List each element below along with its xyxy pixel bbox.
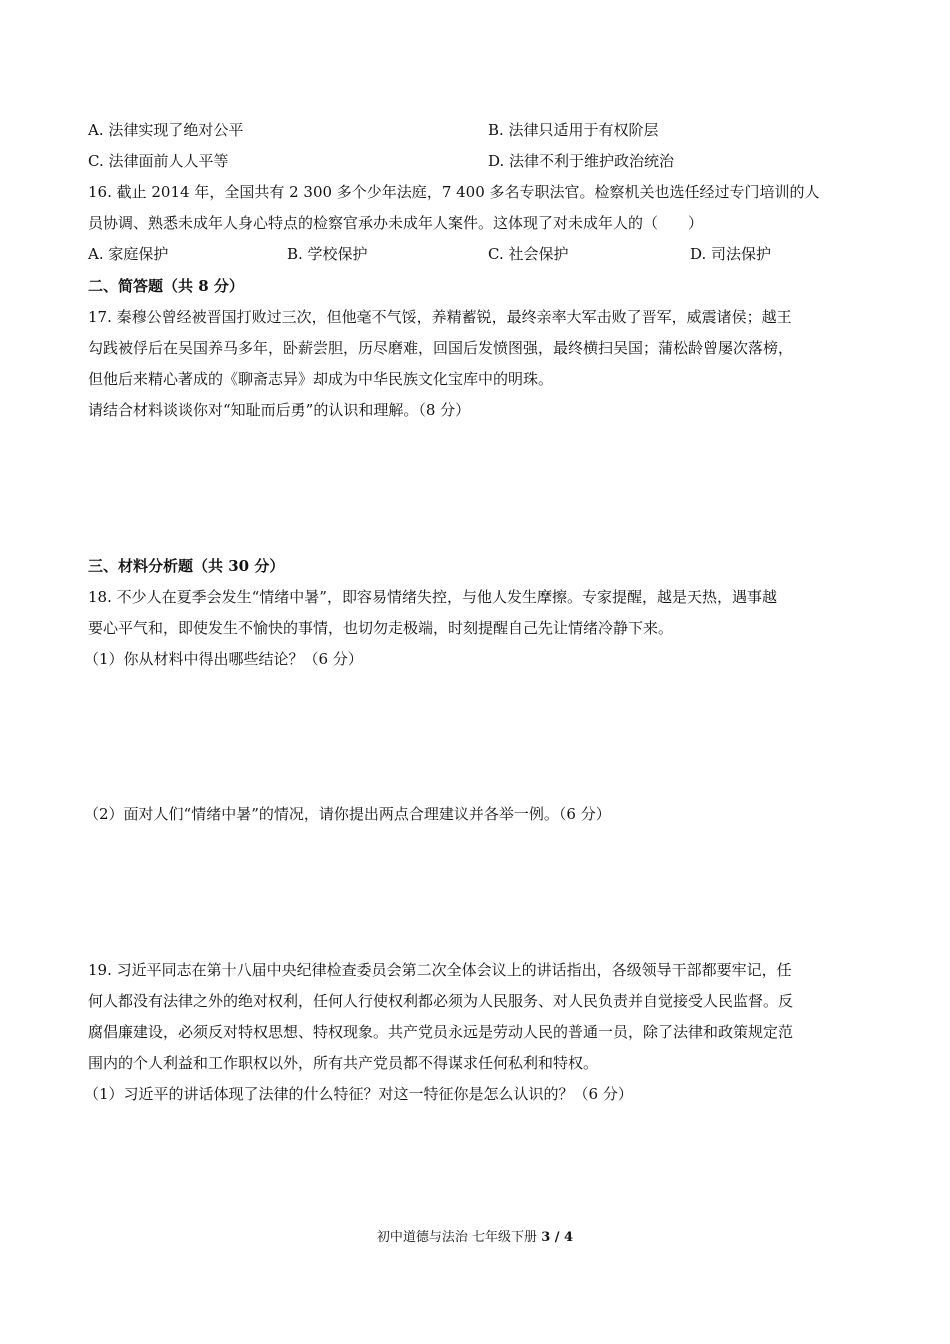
q15-option-d: D. 法律不利于维护政治统治 [488, 152, 675, 170]
q19-sub-1: （1）习近平的讲话体现了法律的什么特征？对这一特征你是怎么认识的？（6 分） [84, 1085, 633, 1103]
q19-line-3: 腐倡廉建设，必须反对特权思想、特权现象。共产党员永远是劳动人民的普通一员，除了法律和政策规定范 [88, 1023, 794, 1041]
q17-line-1: 17. 秦穆公曾经被晋国打败过三次，但他毫不气馁，养精蓄锐，最终亲率大军击败了晋军，威震诸侯；越王 [88, 308, 792, 326]
q15-option-a: A. 法律实现了绝对公平 [88, 121, 244, 139]
q19-line-2: 何人都没有法律之外的绝对权利，任何人行使权利都必须为人民服务、对人民负责并自觉接受人民监督。反 [88, 992, 794, 1010]
q18-sub-2: （2）面对人们“情绪中暑”的情况，请你提出两点合理建议并各举一例。（6 分） [84, 805, 611, 823]
q18-sub-1: （1）你从材料中得出哪些结论？（6 分） [84, 650, 363, 668]
q17-line-2: 勾践被俘后在吴国养马多年，卧薪尝胆，历尽磨难，回国后发愤图强，最终横扫吴国；蒲松龄曾屡次落榜， [88, 339, 794, 357]
footer-text: 初中道德与法治 七年级下册 [376, 1230, 542, 1245]
page-footer [0, 1226, 950, 1245]
q17-prompt: 请结合材料谈谈你对“知耻而后勇”的认识和理解。（8 分） [88, 401, 471, 419]
q15-option-b: B. 法律只适用于有权阶层 [488, 121, 659, 139]
q16-option-b: B. 学校保护 [287, 245, 368, 263]
section-3-heading: 三、材料分析题（共 30 分） [88, 557, 285, 575]
q16-line-1: 16. 截止 2014 年，全国共有 2 300 多个少年法庭，7 400 多名专职法官。检察机关也选任经过专门培训的人 [88, 183, 820, 201]
page-number: 3 / 4 [541, 1230, 574, 1245]
q16-option-a: A. 家庭保护 [88, 245, 169, 263]
q18-line-2: 要心平气和，即使发生不愉快的事情，也切勿走极端，时刻提醒自己先让情绪冷静下来。 [88, 619, 674, 637]
q19-line-1: 19. 习近平同志在第十八届中央纪律检查委员会第二次全体会议上的讲话指出，各级领导干部都要牢记，任 [88, 961, 792, 979]
q18-line-1: 18. 不少人在夏季会发生“情绪中暑”，即容易情绪失控，与他人发生摩擦。专家提醒，越是天热，遇事越 [88, 588, 777, 606]
q16-option-d: D. 司法保护 [690, 245, 772, 263]
q15-option-c: C. 法律面前人人平等 [88, 152, 229, 170]
q16-option-c: C. 社会保护 [488, 245, 569, 263]
q17-line-3: 但他后来精心著成的《聊斋志异》却成为中华民族文化宝库中的明珠。 [88, 370, 554, 388]
q16-line-2: 员协调、熟悉未成年人身心特点的检察官承办未成年人案件。这体现了对未成年人的（ ） [88, 214, 704, 232]
q19-line-4: 围内的个人利益和工作职权以外，所有共产党员都不得谋求任何私利和特权。 [88, 1054, 599, 1072]
section-2-heading: 二、简答题（共 8 分） [88, 277, 244, 295]
